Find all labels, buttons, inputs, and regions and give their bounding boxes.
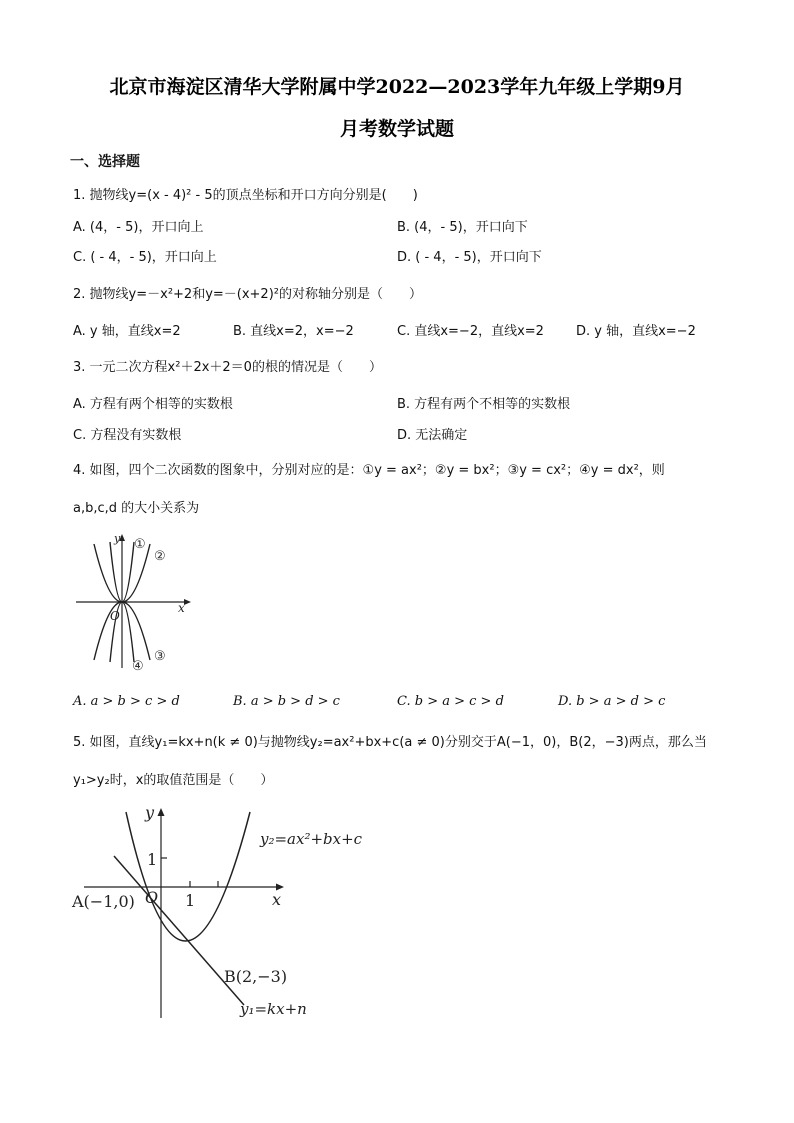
question-3-stem: 3. 一元二次方程x²＋2x＋2＝0的根的情况是（ ）	[73, 360, 382, 375]
question-2-option-a[interactable]: A. y 轴，直线x=2	[73, 324, 181, 339]
question-1-stem: 1. 抛物线y=(x - 4)² - 5的顶点坐标和开口方向分别是( )	[73, 188, 418, 203]
q5-point-a-label: A(−1,0)	[72, 892, 135, 911]
question-1-option-c[interactable]: C. ( - 4，- 5)，开口向上	[73, 250, 217, 265]
question-4-stem-line2: a,b,c,d 的大小关系为	[73, 501, 200, 516]
question-5-stem-line2: y₁>y₂时，x的取值范围是（ ）	[73, 773, 274, 788]
question-4-option-a[interactable]: A. a > b > c > d	[73, 694, 180, 709]
section-heading: 一、选择题	[70, 154, 140, 170]
question-1-option-b[interactable]: B. (4，- 5)，开口向下	[397, 220, 528, 235]
q4-curve-3-label: ③	[154, 649, 166, 664]
question-2-option-d[interactable]: D. y 轴，直线x=−2	[576, 324, 696, 339]
question-2-option-c[interactable]: C. 直线x=−2，直线x=2	[397, 324, 544, 339]
question-3-option-c[interactable]: C. 方程没有实数根	[73, 428, 182, 443]
q4-x-arrow	[184, 599, 191, 605]
question-3-option-a[interactable]: A. 方程有两个相等的实数根	[73, 397, 233, 412]
question-4-option-d[interactable]: D. b > a > d > c	[558, 694, 666, 709]
q5-tick-y1-label: 1	[147, 850, 158, 869]
q5-origin-label: O	[145, 888, 159, 907]
q5-x-label: x	[272, 890, 282, 909]
q4-origin-label: O	[110, 609, 120, 623]
q4-x-label: x	[178, 601, 185, 615]
q4-curve-4-label: ④	[132, 659, 144, 674]
q5-y-arrow	[158, 808, 165, 816]
q5-parabola-label: y₂=ax²+bx+c	[260, 830, 363, 848]
question-4-figure	[70, 530, 200, 675]
question-3-option-d[interactable]: D. 无法确定	[397, 428, 468, 443]
question-1-option-a[interactable]: A. (4，- 5)，开口向上	[73, 220, 204, 235]
question-2-option-b[interactable]: B. 直线x=2，x=−2	[233, 324, 354, 339]
q5-point-b-label: B(2,−3)	[224, 967, 288, 986]
exam-title-line1: 北京市海淀区清华大学附属中学2022—2023学年九年级上学期9月	[109, 76, 685, 98]
question-4-option-c[interactable]: C. b > a > c > d	[397, 694, 504, 709]
question-5-stem-line1: 5. 如图，直线y₁=kx+n(k ≠ 0)与抛物线y₂=ax²+bx+c(a ≠ 0)分别交于A(−1，0)，B(2，−3)两点，那么当	[73, 735, 707, 750]
q5-line-label: y₁=kx+n	[240, 1000, 307, 1018]
question-1-option-d[interactable]: D. ( - 4，- 5)，开口向下	[397, 250, 542, 265]
q4-curve-1-label: ①	[134, 537, 146, 552]
q4-curve-2-label: ②	[154, 549, 166, 564]
exam-title-line2: 月考数学试题	[339, 118, 454, 140]
question-2-stem: 2. 抛物线y=－x²+2和y=－(x+2)²的对称轴分别是（ ）	[73, 287, 422, 302]
q5-tick-x1-label: 1	[185, 891, 196, 910]
q4-y-label: y	[114, 532, 121, 545]
q5-y-label: y	[145, 803, 155, 822]
q5-parabola	[126, 812, 250, 941]
question-3-option-b[interactable]: B. 方程有两个不相等的实数根	[397, 397, 571, 412]
question-5-figure	[68, 800, 378, 1030]
question-4-stem-line1: 4. 如图，四个二次函数的图象中，分别对应的是：①y = ax²；②y = bx²；③y = cx²；④y = dx²，则	[73, 463, 665, 478]
question-4-option-b[interactable]: B. a > b > d > c	[233, 694, 340, 709]
